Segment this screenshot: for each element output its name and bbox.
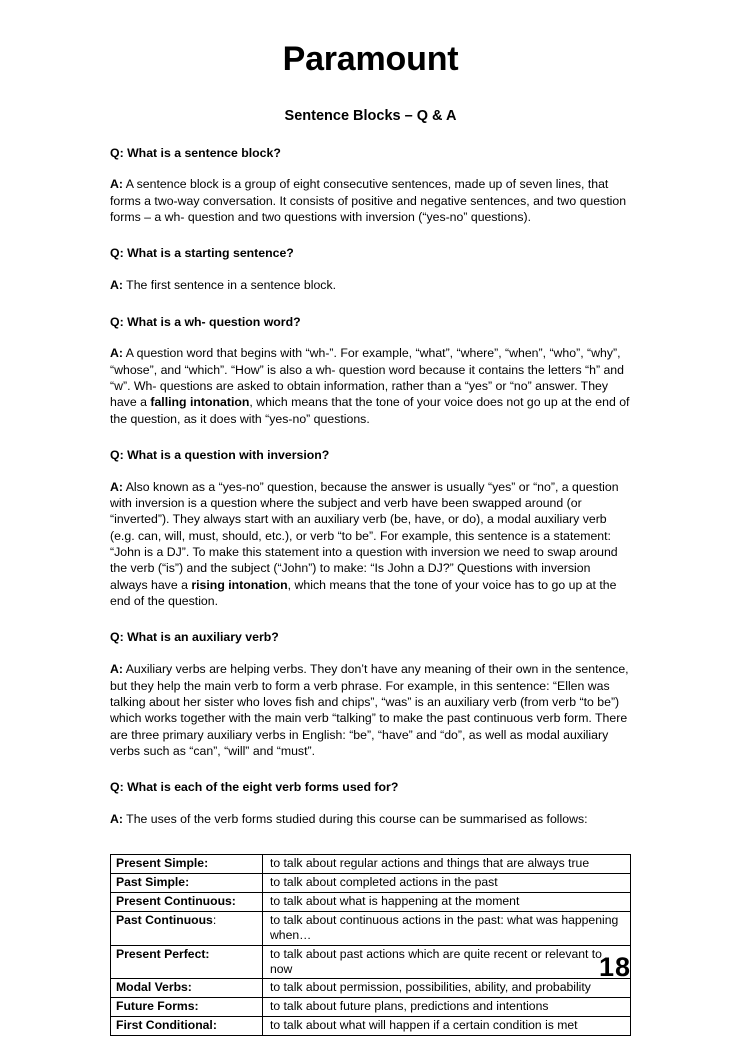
table-cell-description: to talk about regular actions and things that are always true <box>263 855 631 874</box>
question-text: Q: What is a question with inversion? <box>110 447 330 462</box>
table-cell-term <box>111 911 263 945</box>
term-colon: : <box>205 946 210 961</box>
answer-body-part1: A question word that begins with “wh-”. For example, “what”, “where”, “when”, “who”, “why”, “whose”, and “which”. “How” is also a wh- question word because it contains the letters “h” and “w”. Wh- questions are asked to obtain information, rather than a “yes” or “no” answer. They have a <box>110 346 624 410</box>
table-cell-description: to talk about what will happen if a certain condition is met <box>263 1017 631 1036</box>
verb-forms-table-body <box>111 855 631 1036</box>
verb-forms-table-container <box>110 854 631 1036</box>
answer-body-part2: , which means that the tone of your voice has to go up at the end of the question. <box>110 577 617 609</box>
qa-block <box>110 448 631 609</box>
qa-block <box>110 246 631 293</box>
table-cell-term <box>111 855 263 874</box>
table-row <box>111 1017 631 1036</box>
question-text: Q: What is a sentence block? <box>110 145 281 160</box>
answer-text <box>110 661 631 759</box>
table-cell-term <box>111 874 263 893</box>
term-label: Modal Verbs <box>116 980 188 995</box>
answer-body-part2: , which means that the tone of your voice does not go up at the end of the question, as it does with “yes-no” questions. <box>110 395 630 426</box>
answer-label: A: <box>110 812 123 826</box>
answer-text <box>110 176 631 225</box>
answer-text <box>110 277 631 293</box>
term-colon: : <box>212 912 217 927</box>
table-cell-description: to talk about past actions which are quite recent or relevant to now <box>263 945 631 979</box>
answer-text <box>110 479 631 610</box>
question-text: Q: What is each of the eight verb forms used for? <box>110 780 399 795</box>
answer-body: Auxiliary verbs are helping verbs. They don’t have any meaning of their own in the sentence, but they help the main verb to form a verb phrase. For example, in this sentence: “Ellen was talking about her sister who loves fish and chips”, “was” is an auxiliary verb (from verb “to be”) which works together with the main verb “talking” to make the past continuous verb form. There are three primary auxiliary verbs in English: “be”, “have” and “do”, as well as modal auxiliary verbs such as “can”, “will” and “must”. <box>110 662 629 758</box>
answer-text <box>110 345 631 427</box>
table-row <box>111 998 631 1017</box>
qa-block <box>110 630 631 759</box>
question-text: Q: What is a starting sentence? <box>110 246 294 261</box>
answer-body: The first sentence in a sentence block. <box>122 278 337 293</box>
term-label: Present Simple <box>116 856 205 871</box>
table-row <box>111 855 631 874</box>
answer-emphasis: falling intonation <box>150 395 250 410</box>
answer-label: A: <box>110 177 123 192</box>
answer-body-part1: Also known as a “yes-no” question, because the answer is usually “yes” or “no”, a question with inversion is a question where the subject and verb have been swapped around (or “inverted”). They always start with an auxiliary verb (be, have, or do), a modal auxiliary verb (e.g. can, will, must, should, etc.), or verb “to be”. For example, this sentence is a statement: “John is a DJ”. To make this statement into a question with inversion we need to swap around the verb (“is”) and the subject (“John”) to make: “Is John a DJ?” Questions with inversion always have a <box>110 479 619 592</box>
table-cell-term <box>111 893 263 912</box>
table-row <box>111 911 631 945</box>
table-cell-description: to talk about completed actions in the past <box>263 874 631 893</box>
qa-block <box>110 146 631 226</box>
table-cell-term <box>111 998 263 1017</box>
answer-text <box>110 811 631 827</box>
table-cell-description: to talk about permission, possibilities, ability, and probability <box>263 979 631 998</box>
term-colon: : <box>194 999 199 1014</box>
term-colon: : <box>231 894 236 909</box>
term-colon: : <box>204 856 209 871</box>
answer-label: A: <box>110 662 123 677</box>
term-colon: : <box>187 980 192 995</box>
question-text: Q: What is a wh- question word? <box>110 314 301 329</box>
table-row <box>111 945 631 979</box>
table-cell-term <box>111 1017 263 1036</box>
table-cell-description: to talk about what is happening at the moment <box>263 893 631 912</box>
table-cell-description: to talk about continuous actions in the past: what was happening when… <box>263 911 631 945</box>
table-cell-term <box>111 945 263 979</box>
qa-block <box>110 315 631 427</box>
page-title: Paramount <box>282 40 459 78</box>
table-row <box>111 979 631 998</box>
term-label: First Conditional <box>116 1018 213 1033</box>
term-colon: : <box>185 875 190 890</box>
term-label: Past Simple <box>116 875 186 890</box>
answer-label: A: <box>110 479 123 494</box>
question-text: Q: What is an auxiliary verb? <box>110 630 279 645</box>
answer-label: A: <box>110 346 123 361</box>
term-label: Present Perfect <box>116 946 206 961</box>
verb-forms-table <box>110 854 631 1036</box>
answer-label: A: <box>110 278 123 293</box>
term-label: Past Continuous <box>116 912 213 927</box>
table-cell-term <box>111 979 263 998</box>
qa-block <box>110 780 631 827</box>
page-number: 18 <box>598 952 631 982</box>
table-cell-description: to talk about future plans, predictions and intentions <box>263 998 631 1017</box>
answer-emphasis: rising intonation <box>191 577 288 592</box>
document-content <box>110 0 631 1036</box>
term-label: Future Forms <box>116 999 195 1014</box>
term-label: Present Continuous <box>116 894 232 909</box>
answer-body: The uses of the verb forms studied during this course can be summarised as follows: <box>122 812 588 826</box>
table-row <box>111 874 631 893</box>
page-subtitle: Sentence Blocks – Q & A <box>284 107 457 124</box>
answer-body: A sentence block is a group of eight consecutive sentences, made up of seven lines, that forms a two-way conversation. It consists of positive and negative sentences, and two question forms – a wh- question and two questions with inversion (“yes-no” questions). <box>110 177 627 225</box>
table-row <box>111 893 631 912</box>
term-colon: : <box>212 1018 217 1033</box>
